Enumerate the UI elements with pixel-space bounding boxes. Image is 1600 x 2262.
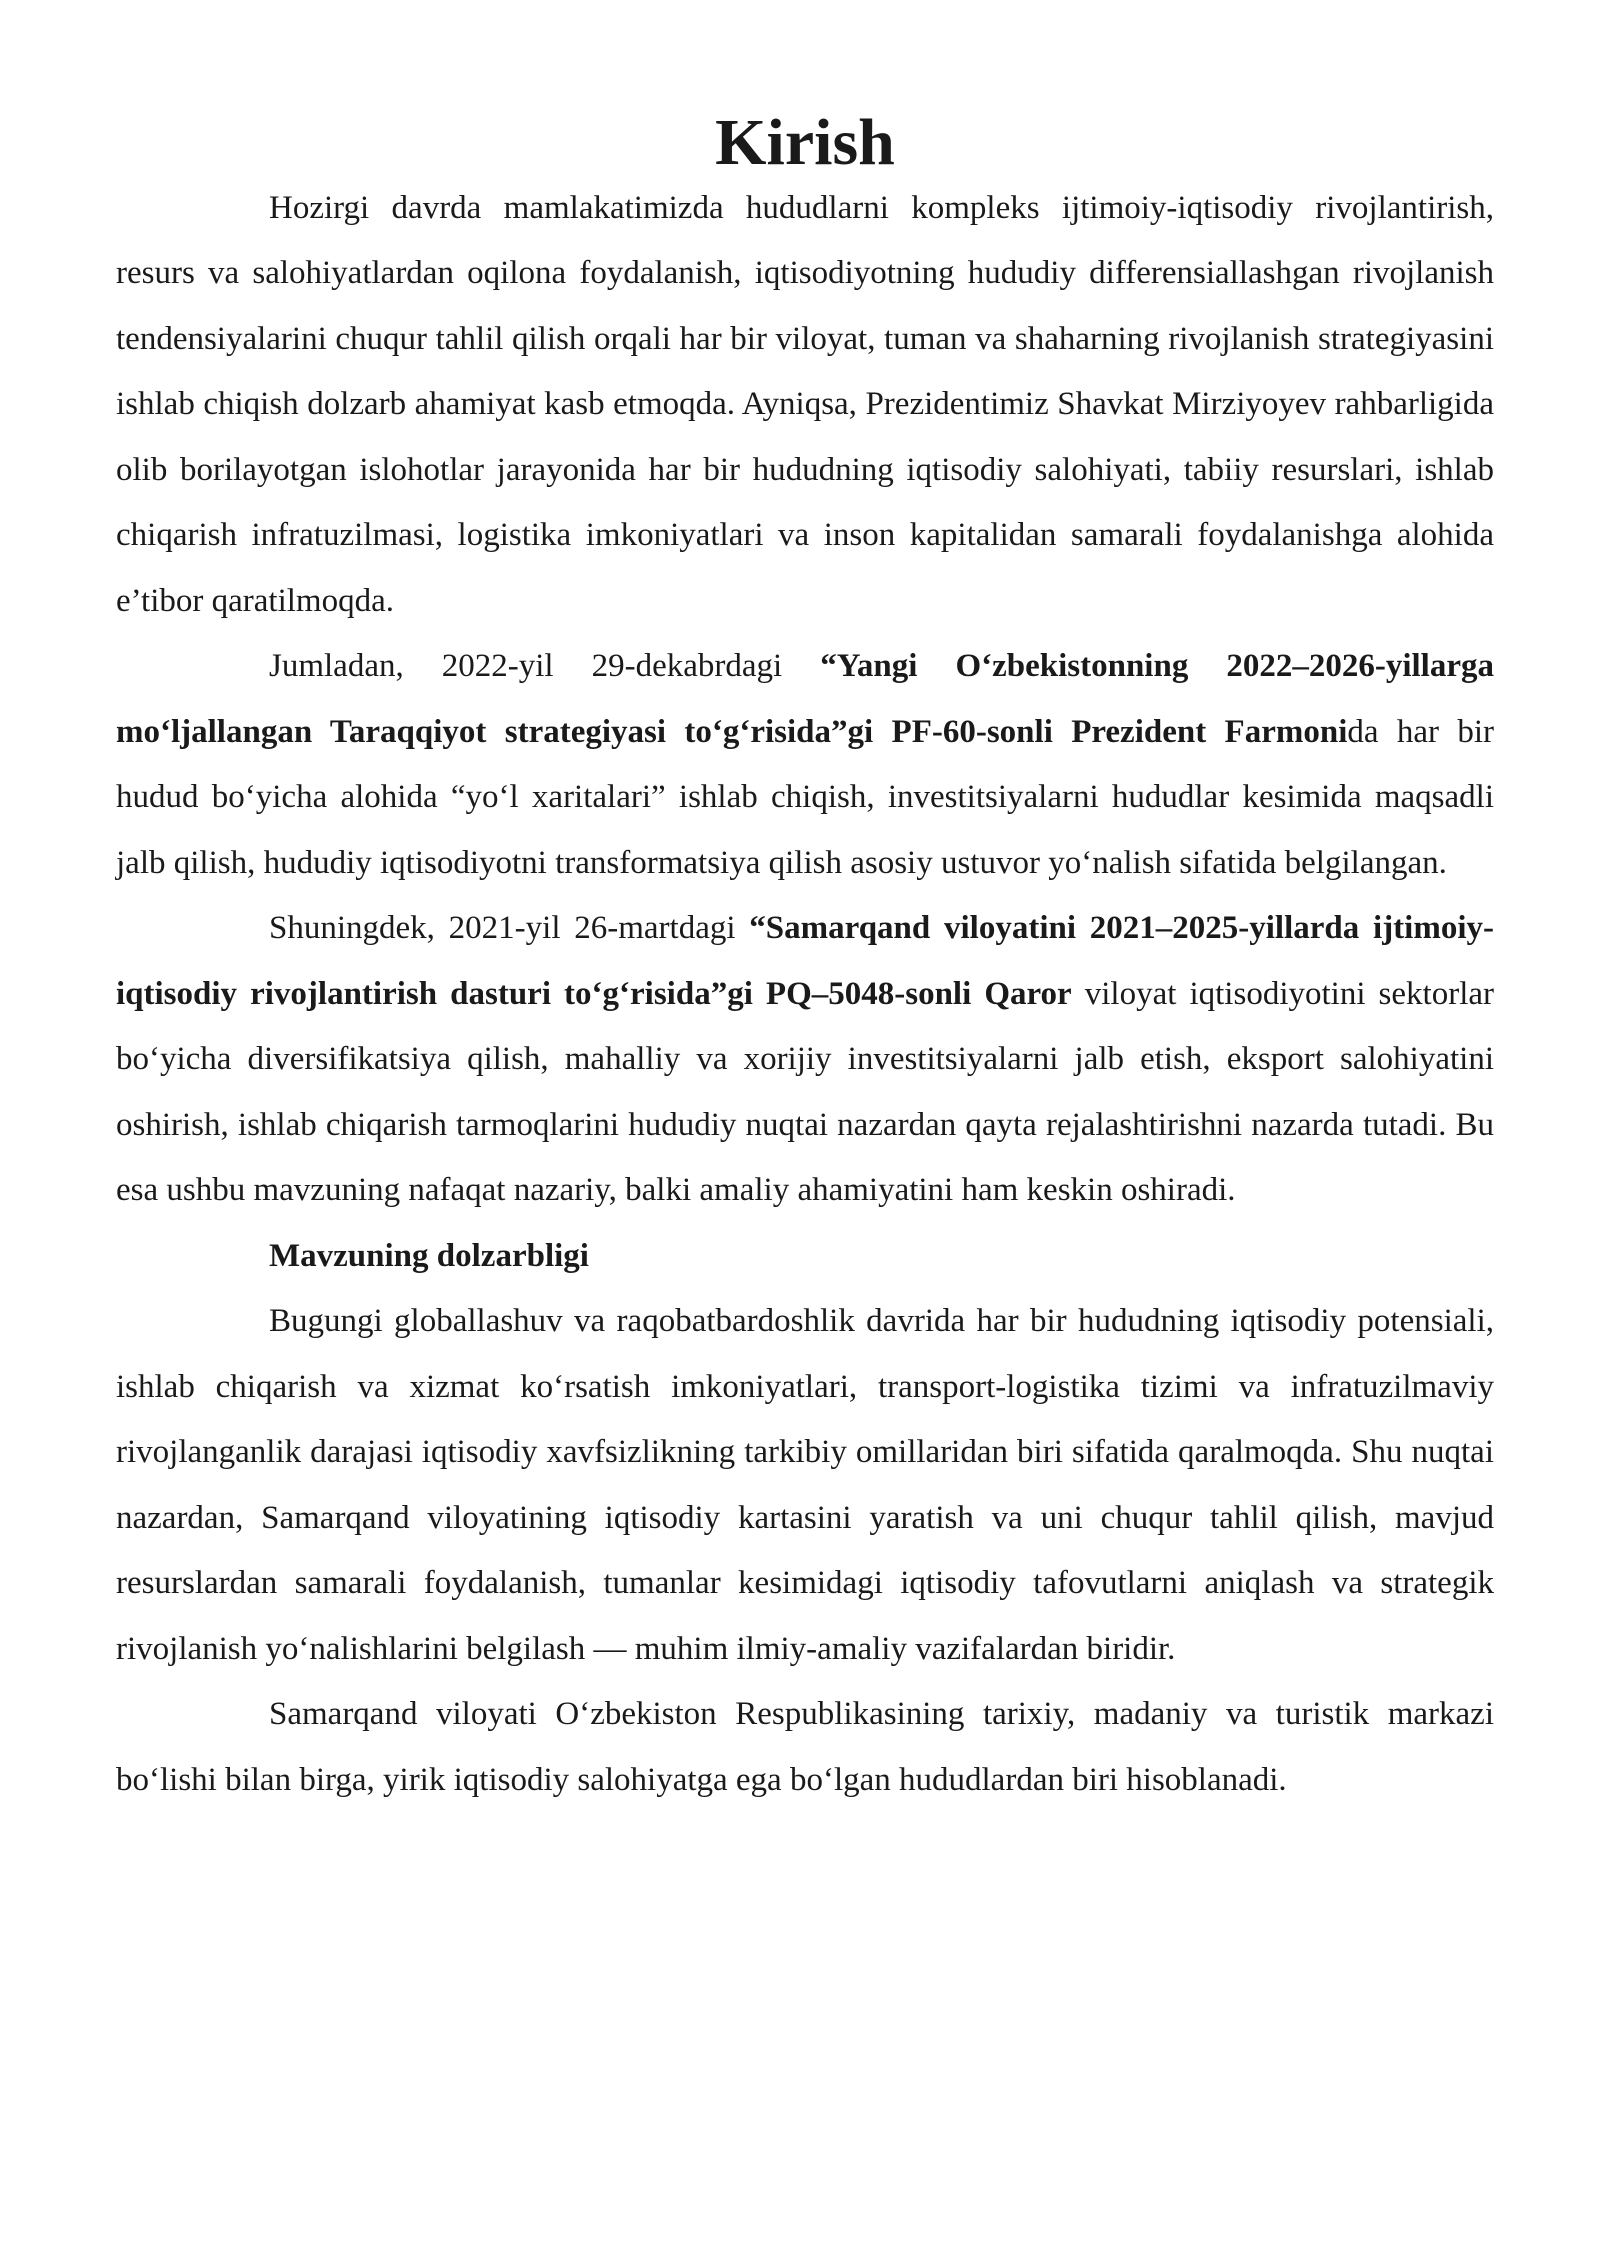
decree-title: “Yangi O‘zbekistonning 2022–2026-yillarga mo‘ljallangan Taraqqiyot strategiyasi to‘g‘risida”gi PF-60-sonli Prezident Farmoni bbox=[116, 648, 1494, 750]
paragraph-decree-pre: Jumladan, 2022-yil 29-dekabrdagi bbox=[269, 648, 821, 684]
paragraph-samarkand: Samarqand viloyati O‘zbekiston Respublikasining tarixiy, madaniy va turistik markazi bo‘lishi bilan birga, yirik iqtisodiy salohiyatga ega bo‘lgan hududlardan biri hisoblanadi. bbox=[116, 1696, 1494, 1798]
document-page bbox=[116, 106, 1494, 1813]
paragraph-decree bbox=[116, 634, 1494, 896]
paragraph-resolution-pre: Shuningdek, 2021-yil 26-martdagi bbox=[269, 910, 750, 946]
resolution-title: “Samarqand viloyatini 2021–2025-yillarda ijtimoiy-iqtisodiy rivojlantirish dasturi to‘g‘risida”gi PQ–5048-sonli Qaror bbox=[116, 910, 1494, 1012]
section-heading: Mavzuning dolzarbligi bbox=[269, 1237, 589, 1274]
paragraph-relevance: Bugungi globallashuv va raqobatbardoshlik davrida har bir hududning iqtisodiy potensiali, ishlab chiqarish va xizmat ko‘rsatish imkoniyatlari, transport-logistika tizimi va infratuzilmaviy rivojlanganlik darajasi iqtisodiy xavfsizlikning tarkibiy omillaridan biri sifatida qaralmoqda. Shu nuqtai nazardan, Samarqand viloyatining iqtisodiy kartasini yaratish va uni chuqur tahlil qilish, mavjud resurslardan samarali foydalanish, tumanlar kesimidagi iqtisodiy tafovutlarni aniqlash va strategik rivojlanish yo‘nalishlarini belgilash — muhim ilmiy-amaliy vazifalardan biridir. bbox=[116, 1303, 1494, 1667]
paragraph-decree-post: da har bir hudud bo‘yicha alohida “yo‘l xaritalari” ishlab chiqish, investitsiyalarni hududlar kesimida maqsadli jalb qilish, hududiy iqtisodiyotni transformatsiya qilish asosiy ustuvor yo‘nalish sifatida belgilangan. bbox=[116, 713, 1494, 881]
page-title: Kirish bbox=[715, 106, 895, 179]
paragraph-resolution bbox=[116, 896, 1494, 1224]
paragraph-resolution-post: viloyat iqtisodiyotini sektorlar bo‘yicha diversifikatsiya qilish, mahalliy va xorijiy investitsiyalarni jalb etish, eksport salohiyatini oshirish, ishlab chiqarish tarmoqlarini hududiy nuqtai nazardan qayta rejalashtirishni nazarda tutadi. Bu esa ushbu mavzuning nafaqat nazariy, balki amaliy ahamiyatini ham keskin oshiradi. bbox=[116, 975, 1494, 1208]
paragraph-intro: Hozirgi davrda mamlakatimizda hududlarni kompleks ijtimoiy-iqtisodiy rivojlantirish, resurs va salohiyatlardan oqilona foydalanish, iqtisodiyotning hududiy differensiallashgan rivojlanish tendensiyalarini chuqur tahlil qilish orqali har bir viloyat, tuman va shaharning rivojlanish strategiyasini ishlab chiqish dolzarb ahamiyat kasb etmoqda. Ayniqsa, Prezidentimiz Shavkat Mirziyoyev rahbarligida olib borilayotgan islohotlar jarayonida har bir hududning iqtisodiy salohiyati, tabiiy resurslari, ishlab chiqarish infratuzilmasi, logistika imkoniyatlari va inson kapitalidan samarali foydalanishga alohida e’tibor qaratilmoqda. bbox=[116, 189, 1494, 619]
